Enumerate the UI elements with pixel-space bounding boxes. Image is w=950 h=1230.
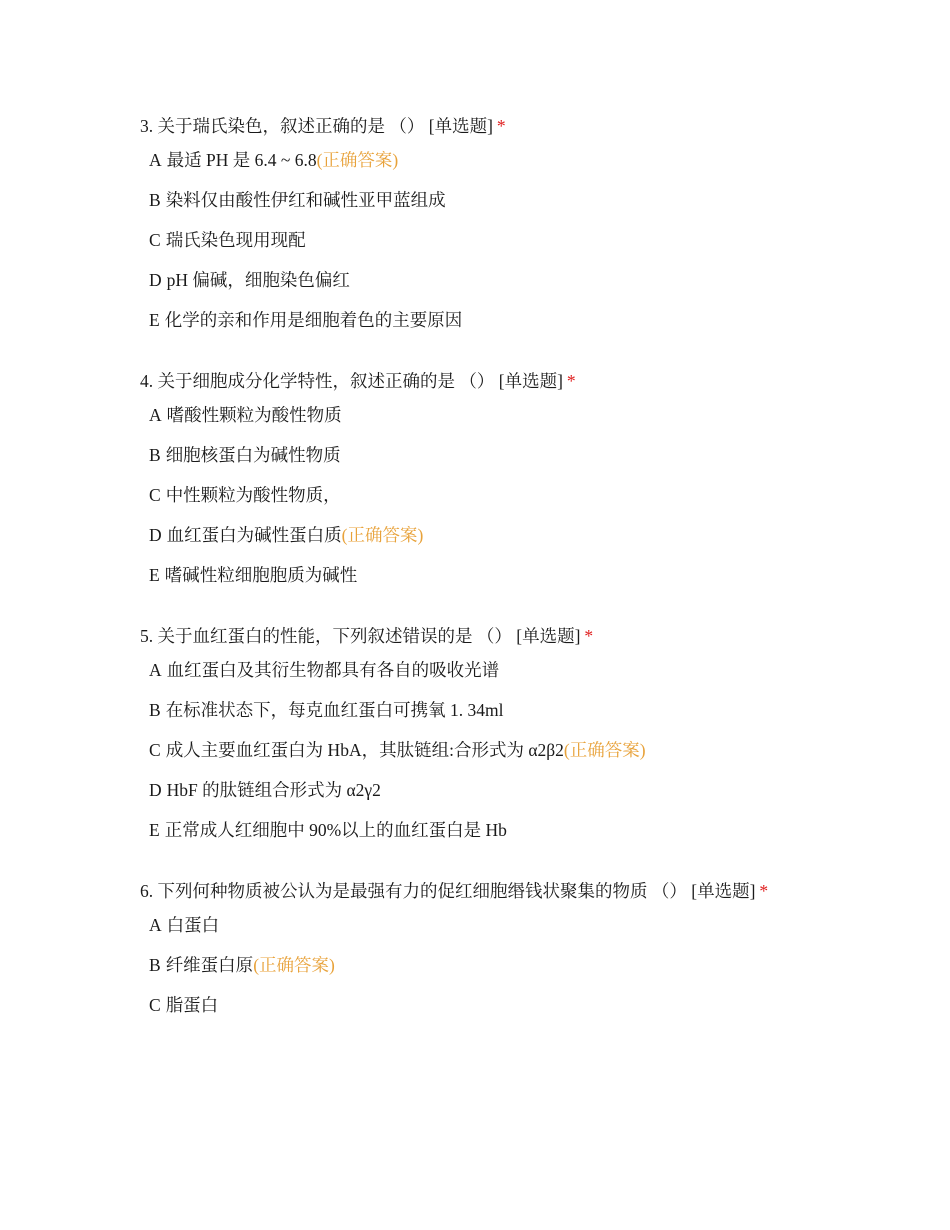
option-letter: A [149, 150, 162, 170]
question-3 [140, 113, 920, 333]
option-a[interactable] [149, 147, 920, 173]
option-letter: D [149, 525, 162, 545]
correct-answer-tag: (正确答案) [563, 740, 646, 760]
option-letter: E [149, 820, 160, 840]
correct-answer-tag: (正确答案) [316, 150, 399, 170]
option-e[interactable] [149, 562, 920, 588]
required-star: * [759, 881, 769, 901]
option-text: 在标准状态下，每克血红蛋白可携氧 1. 34ml [165, 700, 504, 720]
option-letter: D [149, 780, 162, 800]
option-d[interactable] [149, 777, 920, 803]
option-text: 嗜酸性颗粒为酸性物质 [166, 405, 342, 425]
option-letter: C [149, 485, 161, 505]
quiz-document [140, 113, 920, 1053]
question-title [140, 878, 920, 904]
option-list [140, 657, 920, 843]
option-c[interactable] [149, 482, 920, 508]
option-text: 最适 PH 是 6.4 ~ 6.8 [166, 150, 317, 170]
option-text: 血红蛋白及其衍生物都具有各自的吸收光谱 [166, 660, 500, 680]
correct-answer-tag: (正确答案) [341, 525, 424, 545]
option-text: 中性颗粒为酸性物质， [165, 485, 341, 505]
option-d[interactable] [149, 267, 920, 293]
correct-answer-tag: (正确答案) [253, 955, 335, 975]
option-c[interactable] [149, 227, 920, 253]
option-text: 化学的亲和作用是细胞着色的主要原因 [164, 310, 463, 330]
option-letter: A [149, 660, 162, 680]
option-e[interactable] [149, 307, 920, 333]
option-c[interactable] [149, 992, 920, 1018]
option-text: 血红蛋白为碱性蛋白质 [166, 525, 342, 545]
option-letter: D [149, 270, 162, 290]
option-a[interactable] [149, 657, 920, 683]
option-b[interactable] [149, 952, 920, 978]
option-text: 成人主要血红蛋白为 HbA，其肽链组:合形式为 α2β2 [165, 740, 564, 760]
option-letter: B [149, 445, 161, 465]
option-letter: A [149, 405, 162, 425]
option-text: 正常成人红细胞中 90%以上的血红蛋白是 Hb [164, 820, 507, 840]
question-text: 3. 关于瑞氏染色，叙述正确的是 （） [单选题] [140, 116, 493, 136]
option-letter: C [149, 230, 161, 250]
question-6 [140, 878, 920, 1018]
option-letter: A [149, 915, 162, 935]
option-d[interactable] [149, 522, 920, 548]
option-letter: E [149, 310, 160, 330]
option-letter: C [149, 995, 161, 1015]
option-letter: B [149, 955, 161, 975]
option-text: 嗜碱性粒细胞胞质为碱性 [164, 565, 358, 585]
option-text: 纤维蛋白原 [165, 955, 254, 975]
option-a[interactable] [149, 402, 920, 428]
option-c[interactable] [149, 737, 920, 763]
question-5 [140, 623, 920, 843]
option-b[interactable] [149, 442, 920, 468]
option-letter: C [149, 740, 161, 760]
option-list [140, 912, 920, 1018]
question-title [140, 623, 920, 649]
question-text: 4. 关于细胞成分化学特性，叙述正确的是 （） [单选题] [140, 371, 563, 391]
required-star: * [584, 626, 594, 646]
required-star: * [496, 116, 506, 136]
question-title [140, 113, 920, 139]
option-b[interactable] [149, 187, 920, 213]
option-letter: B [149, 190, 161, 210]
option-text: 染料仅由酸性伊红和碱性亚甲蓝组成 [165, 190, 446, 210]
option-text: 白蛋白 [166, 915, 220, 935]
option-text: 脂蛋白 [165, 995, 219, 1015]
option-list [140, 147, 920, 333]
option-text: pH 偏碱，细胞染色偏红 [166, 270, 350, 290]
option-b[interactable] [149, 697, 920, 723]
question-title [140, 368, 920, 394]
required-star: * [566, 371, 576, 391]
option-text: HbF 的肽链组合形式为 α2γ2 [166, 780, 381, 800]
question-4 [140, 368, 920, 588]
question-text: 5. 关于血红蛋白的性能，下列叙述错误的是 （） [单选题] [140, 626, 581, 646]
option-letter: B [149, 700, 161, 720]
option-list [140, 402, 920, 588]
option-letter: E [149, 565, 160, 585]
option-text: 瑞氏染色现用现配 [165, 230, 306, 250]
option-e[interactable] [149, 817, 920, 843]
option-a[interactable] [149, 912, 920, 938]
option-text: 细胞核蛋白为碱性物质 [165, 445, 341, 465]
question-text: 6. 下列何种物质被公认为是最强有力的促红细胞缗钱状聚集的物质 （） [单选题] [140, 881, 756, 901]
